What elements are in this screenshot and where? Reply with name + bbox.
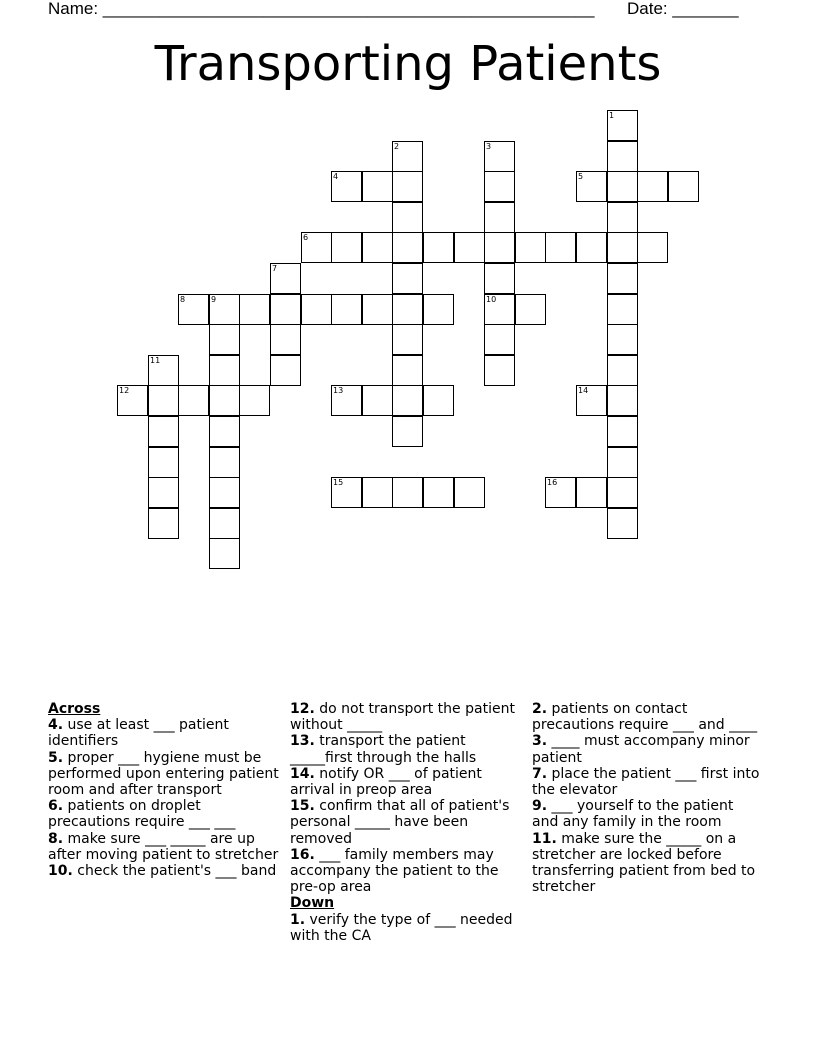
- date-line: Date: _______: [627, 0, 739, 18]
- grid-cell[interactable]: [362, 294, 393, 325]
- grid-cell[interactable]: [392, 171, 423, 202]
- grid-cell[interactable]: [484, 263, 515, 294]
- across-clue: 13. transport the patient _____first through the halls: [290, 733, 477, 766]
- grid-cell[interactable]: [668, 171, 699, 202]
- clue-column-2: [290, 701, 522, 944]
- grid-cell[interactable]: [148, 416, 179, 447]
- grid-cell[interactable]: [209, 477, 240, 508]
- cell-number: 4: [333, 172, 339, 181]
- cell-number: 15: [333, 478, 344, 487]
- grid-cell[interactable]: [454, 477, 485, 508]
- grid-cell[interactable]: [392, 355, 423, 386]
- grid-cell[interactable]: [484, 202, 515, 233]
- grid-cell[interactable]: [484, 294, 515, 325]
- grid-cell[interactable]: [148, 508, 179, 539]
- grid-cell[interactable]: [576, 385, 607, 416]
- grid-cell[interactable]: [607, 141, 638, 172]
- grid-cell[interactable]: [607, 385, 638, 416]
- grid-cell[interactable]: [392, 416, 423, 447]
- grid-cell[interactable]: [209, 416, 240, 447]
- clue-column-1: [48, 701, 280, 879]
- grid-cell[interactable]: [148, 477, 179, 508]
- grid-cell[interactable]: [362, 477, 393, 508]
- grid-cell[interactable]: [607, 508, 638, 539]
- grid-cell[interactable]: [209, 355, 240, 386]
- cell-number: 6: [303, 233, 309, 242]
- grid-cell[interactable]: [515, 232, 546, 263]
- grid-cell[interactable]: [607, 294, 638, 325]
- page-title: Transporting Patients: [154, 36, 662, 92]
- grid-cell[interactable]: [607, 447, 638, 478]
- grid-cell[interactable]: [362, 232, 393, 263]
- down-clue: 11. make sure the _____ on a stretcher are locked before transferring patient from bed to stretcher: [532, 830, 756, 896]
- across-clue: 12. do not transport the patient without _____: [290, 701, 515, 734]
- cell-number: 3: [486, 142, 492, 151]
- grid-cell[interactable]: [423, 232, 454, 263]
- grid-cell[interactable]: [392, 477, 423, 508]
- grid-cell[interactable]: [607, 110, 638, 141]
- grid-cell[interactable]: [576, 477, 607, 508]
- grid-cell[interactable]: [607, 171, 638, 202]
- grid-cell[interactable]: [515, 294, 546, 325]
- grid-cell[interactable]: [301, 294, 332, 325]
- down-clue: 3. ____ must accompany minor patient: [532, 733, 750, 766]
- grid-cell[interactable]: [607, 324, 638, 355]
- across-clue: 15. confirm that all of patient's personal _____ have been removed: [290, 798, 510, 847]
- grid-cell[interactable]: [392, 385, 423, 416]
- cell-number: 1: [609, 111, 615, 120]
- grid-cell[interactable]: [148, 447, 179, 478]
- cell-number: 2: [394, 142, 400, 151]
- grid-cell[interactable]: [148, 385, 179, 416]
- cell-number: 8: [180, 295, 186, 304]
- cell-number: 5: [578, 172, 584, 181]
- grid-cell[interactable]: [209, 508, 240, 539]
- grid-cell[interactable]: [484, 232, 515, 263]
- grid-cell[interactable]: [392, 294, 423, 325]
- cell-number: 7: [272, 264, 278, 273]
- cell-number: 16: [547, 478, 558, 487]
- cell-number: 10: [486, 295, 497, 304]
- grid-cell[interactable]: [484, 355, 515, 386]
- grid-cell[interactable]: [484, 141, 515, 172]
- grid-cell[interactable]: [331, 171, 362, 202]
- grid-cell[interactable]: [178, 385, 209, 416]
- grid-cell[interactable]: [484, 171, 515, 202]
- grid-cell[interactable]: [423, 477, 454, 508]
- cell-number: 11: [150, 356, 161, 365]
- grid-cell[interactable]: [392, 202, 423, 233]
- grid-cell[interactable]: [454, 232, 485, 263]
- grid-cell[interactable]: [423, 294, 454, 325]
- grid-cell[interactable]: [362, 385, 393, 416]
- grid-cell[interactable]: [392, 324, 423, 355]
- cell-number: 12: [119, 386, 130, 395]
- grid-cell[interactable]: [392, 141, 423, 172]
- grid-cell[interactable]: [239, 385, 270, 416]
- grid-cell[interactable]: [301, 232, 332, 263]
- grid-cell[interactable]: [545, 477, 576, 508]
- grid-cell[interactable]: [209, 385, 240, 416]
- clue-column-3: [532, 701, 764, 895]
- across-heading: Across: [48, 701, 101, 717]
- grid-cell[interactable]: [637, 232, 668, 263]
- grid-cell[interactable]: [607, 232, 638, 263]
- across-clue: 10. check the patient's ___ band: [48, 863, 277, 880]
- grid-cell[interactable]: [270, 324, 301, 355]
- grid-cell[interactable]: [607, 263, 638, 294]
- down-clue: 1. verify the type of ___ needed with the CA: [290, 911, 513, 944]
- cell-number: 9: [211, 295, 217, 304]
- grid-cell[interactable]: [423, 385, 454, 416]
- across-clue: 14. notify OR ___ of patient arrival in preop area: [290, 765, 482, 799]
- grid-cell[interactable]: [576, 232, 607, 263]
- across-clue: 16. ___ family members may accompany the patient to the pre-op area: [290, 846, 499, 896]
- across-clue: 6. patients on droplet precautions require ___ ___: [48, 798, 236, 831]
- grid-cell[interactable]: [607, 202, 638, 233]
- down-heading: Down: [290, 895, 335, 912]
- grid-cell[interactable]: [209, 294, 240, 325]
- grid-cell[interactable]: [607, 416, 638, 447]
- grid-cell[interactable]: [148, 355, 179, 386]
- grid-cell[interactable]: [607, 477, 638, 508]
- grid-cell[interactable]: [270, 294, 301, 325]
- grid-cell[interactable]: [209, 324, 240, 355]
- grid-cell[interactable]: [331, 232, 362, 263]
- down-clue: 9. ___ yourself to the patient and any family in the room: [532, 798, 734, 831]
- grid-cell[interactable]: [117, 385, 148, 416]
- cell-number: 13: [333, 386, 344, 395]
- across-clue: 8. make sure ___ _____ are up after moving patient to stretcher: [48, 830, 279, 863]
- grid-cell[interactable]: [607, 355, 638, 386]
- down-clue: 7. place the patient ___ first into the elevator: [532, 765, 760, 799]
- grid-cell[interactable]: [209, 538, 240, 569]
- cell-number: 14: [578, 386, 589, 395]
- grid-cell[interactable]: [209, 447, 240, 478]
- across-clue: 5. proper ___ hygiene must be performed upon entering patient room and after transport: [48, 749, 279, 799]
- grid-cell[interactable]: [178, 294, 209, 325]
- grid-cell[interactable]: [270, 263, 301, 294]
- grid-cell[interactable]: [331, 294, 362, 325]
- grid-cell[interactable]: [270, 355, 301, 386]
- down-clue: 2. patients on contact precautions require ___ and ____: [532, 701, 758, 734]
- grid-cell[interactable]: [392, 263, 423, 294]
- grid-cell[interactable]: [484, 324, 515, 355]
- across-clue: 4. use at least ___ patient identifiers: [48, 717, 229, 750]
- grid-cell[interactable]: [637, 171, 668, 202]
- grid-cell[interactable]: [331, 477, 362, 508]
- grid-cell[interactable]: [362, 171, 393, 202]
- grid-cell[interactable]: [392, 232, 423, 263]
- name-line: Name: ____________________________________________________: [48, 0, 595, 18]
- grid-cell[interactable]: [545, 232, 576, 263]
- grid-cell[interactable]: [576, 171, 607, 202]
- grid-cell[interactable]: [331, 385, 362, 416]
- grid-cell[interactable]: [239, 294, 270, 325]
